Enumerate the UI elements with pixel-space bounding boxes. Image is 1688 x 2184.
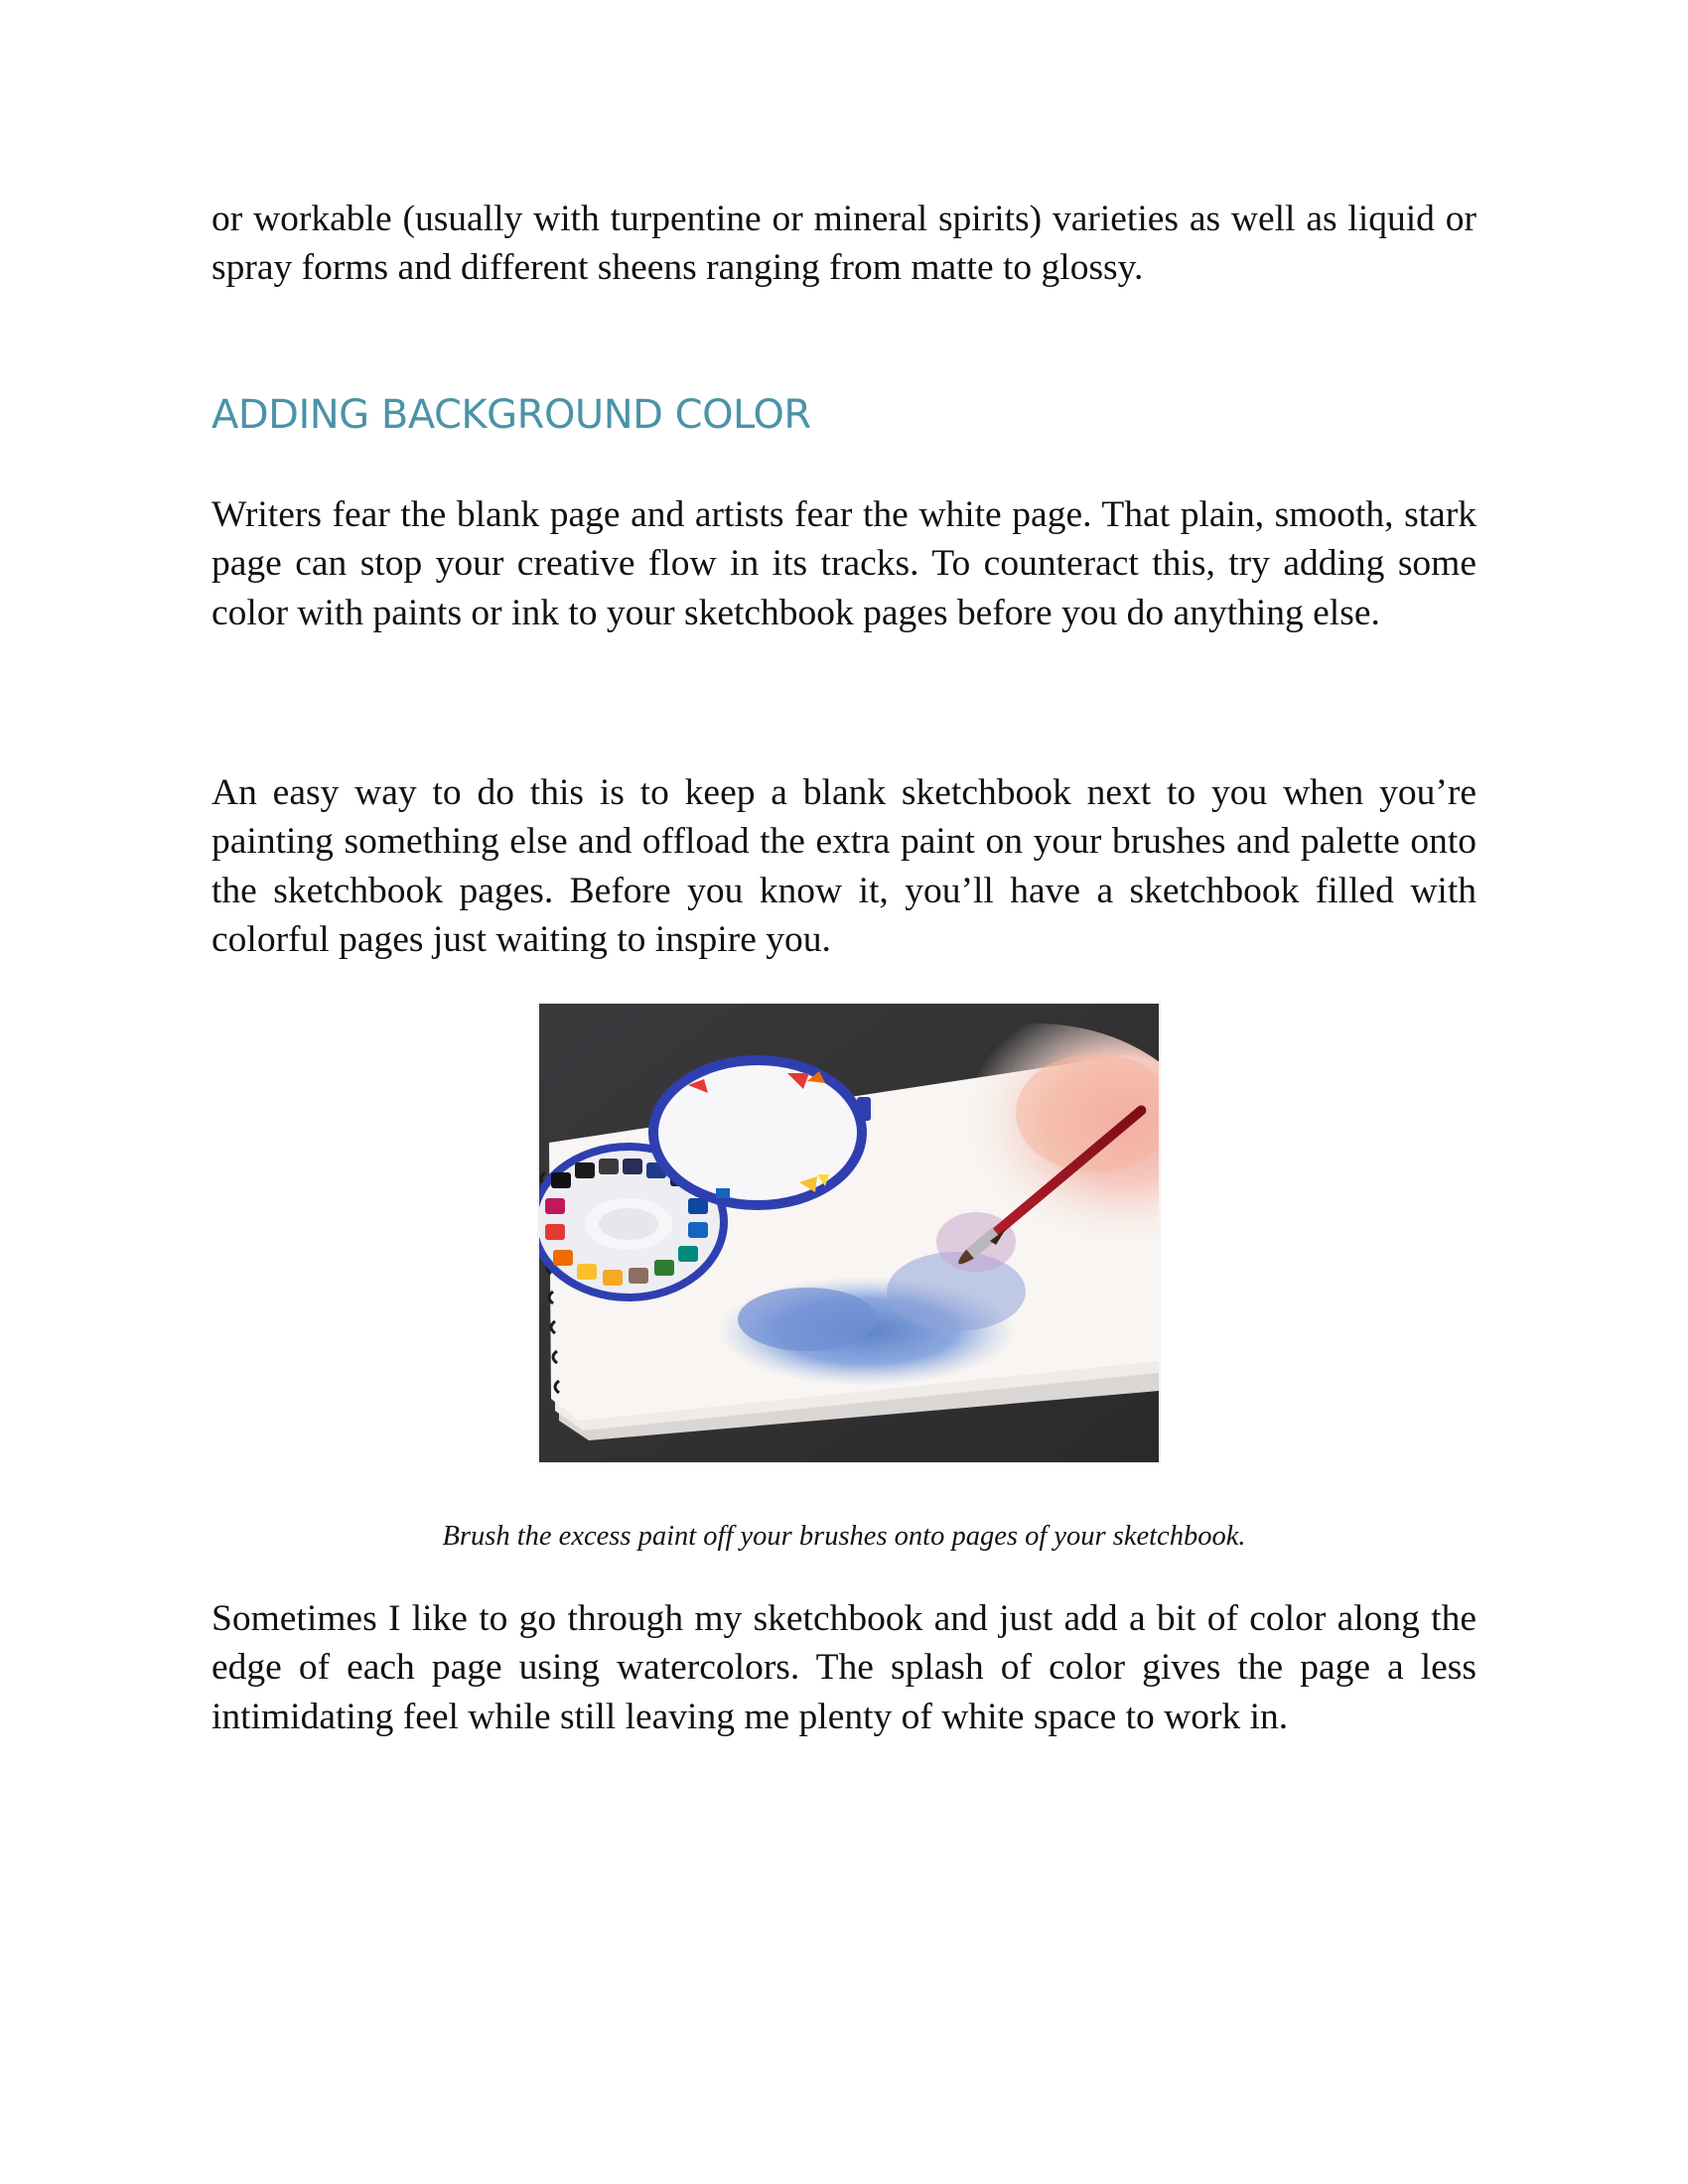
document-page xyxy=(211,195,1477,1737)
edge-color-paragraph: Sometimes I like to go through my sketchbook and just add a bit of color along the edge of each page using watercolors. The splash of color gives the page a less intimidating feel while still leaving me plenty of white space to work in. xyxy=(211,1598,1477,1737)
blank-page-paragraph: Writers fear the blank page and artists fear the white page. That plain, smooth, stark page can stop your creative flow in its tracks. To counteract this, try adding some color with paints or ink to your sketchbook pages before you do anything else. xyxy=(211,494,1477,633)
intro-paragraph: or workable (usually with turpentine or mineral spirits) varieties as well as liquid or spray forms and different sheens ranging from matte to glossy. xyxy=(211,199,1477,289)
offload-paint-paragraph: An easy way to do this is to keep a blank sketchbook next to you when you’re painting something else and offload the extra paint on your brushes and palette onto the sketchbook pages. Before you know it, you’ll have a sketchbook filled with colorful pages just waiting to inspire you. xyxy=(211,772,1477,961)
section-heading: ADDING BACKGROUND COLOR xyxy=(211,392,811,438)
figure-caption: Brush the excess paint off your brushes onto pages of your sketchbook. xyxy=(442,1521,1246,1552)
sketchbook-watercolor-photo xyxy=(539,1004,1159,1462)
